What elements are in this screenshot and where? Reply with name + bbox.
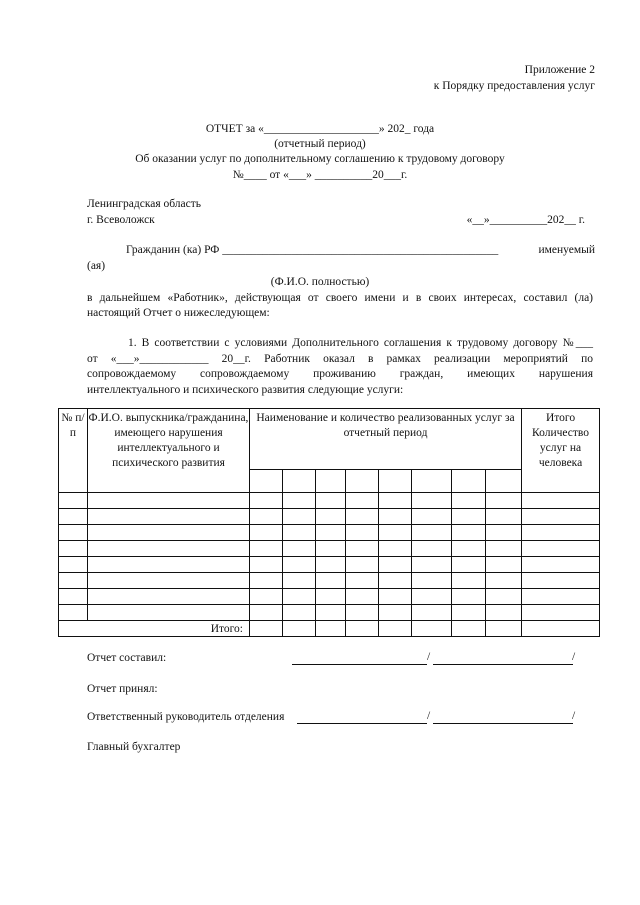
- table-row: [59, 557, 600, 573]
- table-row: [59, 589, 600, 605]
- compiled-name-line: [433, 664, 573, 665]
- clause-line2: от «___»____________ 20__г. Работник оказал в рамках реализации мероприятий по: [87, 353, 593, 365]
- total-label: Итого:: [59, 621, 250, 637]
- compiled-by-label: Отчет составил:: [87, 652, 167, 664]
- compiled-slash: /: [427, 651, 431, 663]
- services-table: [58, 408, 600, 637]
- contract-ref: №____ от «___» __________20___г.: [232, 169, 408, 181]
- table-row: [59, 605, 600, 621]
- table-row: [59, 541, 600, 557]
- compiled-signature-line: [292, 664, 427, 665]
- report-subject: Об оказании услуг по дополнительному соглашению к трудовому договору: [135, 153, 505, 165]
- worker-paragraph-line1: в дальнейшем «Работник», действующая от своего имени и в своих интересах, составил (ла): [87, 292, 593, 304]
- table-row: [59, 493, 600, 509]
- chief-accountant-label: Главный бухгалтер: [87, 741, 181, 753]
- head-slash: /: [427, 710, 431, 722]
- accepted-by-label: Отчет принял:: [87, 683, 158, 695]
- head-slash-end: /: [572, 710, 576, 722]
- table-total-row: [59, 621, 600, 637]
- appendix-subtitle: к Порядку предоставления услуг: [433, 80, 595, 92]
- report-period-caption: (отчетный период): [274, 138, 366, 150]
- named-label: именуемый: [538, 244, 595, 256]
- table-row: [59, 509, 600, 525]
- head-signature-line: [297, 723, 427, 724]
- document-date: «__»__________202__ г.: [466, 214, 585, 226]
- report-title: ОТЧЕТ за «____________________» 202_ года: [205, 123, 435, 135]
- col-services-header: Наименование и количество реализованных услуг за отчетный период: [250, 409, 522, 470]
- head-name-line: [433, 723, 573, 724]
- region-label: Ленинградская область: [87, 198, 202, 210]
- col-total-header: Итого Количество услуг на человека: [522, 409, 600, 493]
- table-row: [59, 573, 600, 589]
- compiled-slash-end: /: [572, 651, 576, 663]
- clause-line3: сопровождаемому сопровождаемому проживанию граждан, имеющих нарушения: [87, 368, 593, 380]
- col-number-header: № п/п: [59, 409, 88, 493]
- table-header-row: [59, 409, 600, 470]
- col-fio-header: Ф.И.О. выпускника/гражданина, имеющего нарушения интеллектуального и психического развития: [88, 409, 250, 493]
- table-row: [59, 525, 600, 541]
- clause-line1: 1. В соответствии с условиями Дополнительного соглашения к трудовому договору №___: [128, 337, 593, 349]
- department-head-label: Ответственный руководитель отделения: [87, 711, 285, 723]
- appendix-label: Приложение 2: [524, 64, 595, 76]
- named-suffix: (ая): [87, 260, 106, 272]
- fio-caption: (Ф.И.О. полностью): [270, 276, 370, 288]
- worker-paragraph-line2: настоящий Отчет о нижеследующем:: [87, 307, 270, 319]
- city-label: г. Всеволожск: [87, 214, 155, 226]
- clause-line4: интеллектуального и психического развития следующие услуги:: [87, 384, 404, 396]
- citizen-line: Гражданин (ка) РФ ________________________________________________: [126, 244, 499, 256]
